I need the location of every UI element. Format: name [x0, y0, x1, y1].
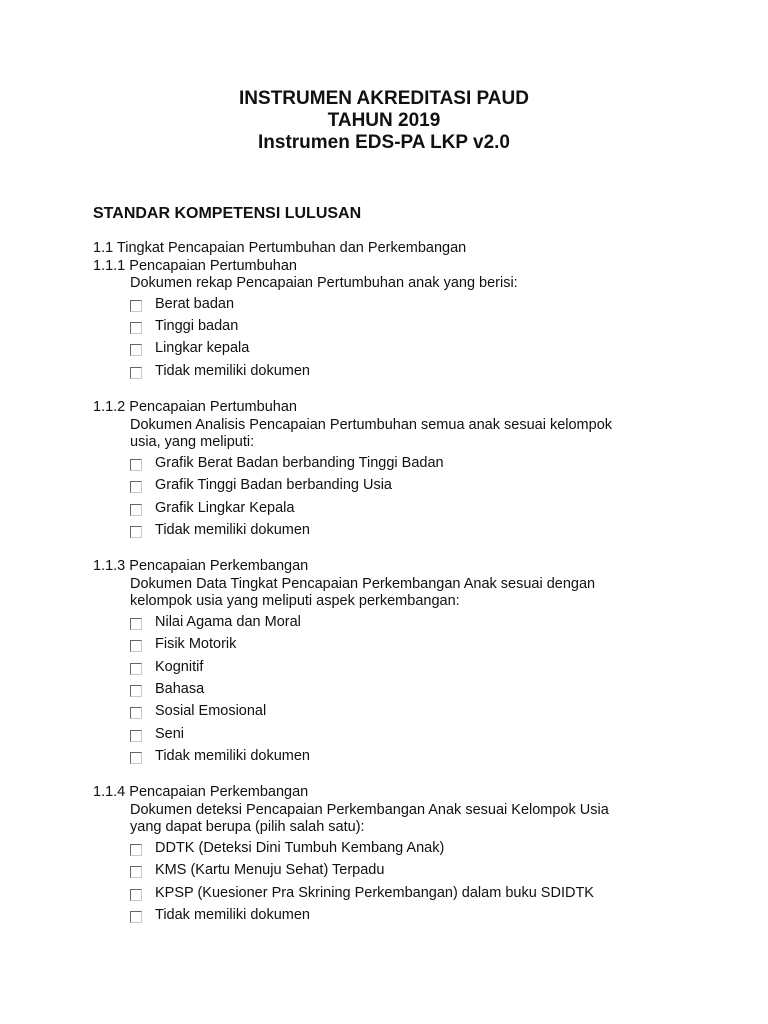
- option-row[interactable]: [130, 474, 713, 496]
- checkbox[interactable]: [130, 685, 142, 697]
- item-description: Dokumen Data Tingkat Pencapaian Perkembangan Anak sesuai dengan: [130, 575, 596, 592]
- item-description: Dokumen rekap Pencapaian Pertumbuhan anak yang berisi:: [130, 275, 518, 291]
- section-spacer: [93, 382, 713, 399]
- option-row[interactable]: [130, 837, 713, 859]
- item-section: [93, 558, 713, 784]
- option-label: Lingkar kepala: [155, 340, 250, 357]
- checkbox[interactable]: [130, 707, 142, 719]
- item-list: [93, 258, 713, 927]
- checkbox[interactable]: [130, 640, 142, 652]
- option-list: [130, 452, 713, 542]
- checkbox[interactable]: [130, 911, 142, 923]
- option-row[interactable]: [130, 360, 713, 382]
- checkbox[interactable]: [130, 367, 142, 379]
- checkbox[interactable]: [130, 322, 142, 334]
- section-1-1-heading: 1.1 Tingkat Pencapaian Pertumbuhan dan Perkembangan: [93, 240, 467, 256]
- option-row[interactable]: [130, 519, 713, 541]
- item-heading: 1.1.1 Pencapaian Pertumbuhan: [93, 257, 297, 274]
- option-row[interactable]: [130, 496, 713, 518]
- option-row[interactable]: [130, 700, 713, 722]
- option-row[interactable]: [130, 723, 713, 745]
- option-row[interactable]: [130, 678, 713, 700]
- checkbox[interactable]: [130, 300, 142, 312]
- option-label: Grafik Berat Badan berbanding Tinggi Badan: [155, 454, 444, 471]
- item-description: yang dapat berupa (pilih salah satu):: [130, 819, 365, 836]
- option-label: Tidak memiliki dokumen: [155, 521, 310, 538]
- option-label: Tinggi badan: [155, 318, 239, 335]
- option-label: Grafik Tinggi Badan berbanding Usia: [155, 477, 392, 494]
- item-description: Dokumen Analisis Pencapaian Pertumbuhan semua anak sesuai kelompok: [130, 416, 613, 433]
- option-list: [130, 611, 713, 768]
- checkbox[interactable]: [130, 459, 142, 471]
- option-label: Kognitif: [155, 658, 204, 675]
- item-description: kelompok usia yang meliputi aspek perkembangan:: [130, 593, 460, 610]
- checkbox[interactable]: [130, 618, 142, 630]
- title-line-2: TAHUN 2019: [327, 110, 441, 131]
- option-label: Tidak memiliki dokumen: [155, 907, 310, 924]
- checkbox[interactable]: [130, 844, 142, 856]
- option-label: Nilai Agama dan Moral: [155, 613, 301, 630]
- option-label: Grafik Lingkar Kepala: [155, 499, 295, 516]
- checkbox[interactable]: [130, 526, 142, 538]
- option-label: KPSP (Kuesioner Pra Skrining Perkembangan) dalam buku SDIDTK: [155, 884, 594, 901]
- option-row[interactable]: [130, 882, 713, 904]
- standard-heading: STANDAR KOMPETENSI LULUSAN: [93, 205, 362, 222]
- option-label: DDTK (Deteksi Dini Tumbuh Kembang Anak): [155, 840, 445, 857]
- option-list: [130, 293, 713, 383]
- item-heading: 1.1.4 Pencapaian Perkembangan: [93, 784, 309, 801]
- content: [93, 240, 713, 926]
- option-row[interactable]: [130, 611, 713, 633]
- checkbox[interactable]: [130, 730, 142, 742]
- section-spacer: [93, 541, 713, 558]
- option-label: KMS (Kartu Menuju Sehat) Terpadu: [155, 862, 385, 879]
- option-row[interactable]: [130, 293, 713, 315]
- option-row[interactable]: [130, 337, 713, 359]
- option-label: Bahasa: [155, 680, 205, 697]
- item-section: [93, 784, 713, 926]
- option-row[interactable]: [130, 655, 713, 677]
- checkbox[interactable]: [130, 889, 142, 901]
- checkbox[interactable]: [130, 344, 142, 356]
- checkbox[interactable]: [130, 663, 142, 675]
- option-row[interactable]: [130, 745, 713, 767]
- option-row[interactable]: [130, 904, 713, 926]
- option-label: Tidak memiliki dokumen: [155, 748, 310, 765]
- option-row[interactable]: [130, 452, 713, 474]
- item-heading: 1.1.3 Pencapaian Perkembangan: [93, 558, 309, 575]
- item-section: [93, 399, 713, 558]
- item-section: [93, 258, 713, 400]
- option-label: Berat badan: [155, 295, 235, 312]
- option-label: Sosial Emosional: [155, 703, 267, 720]
- option-row[interactable]: [130, 633, 713, 655]
- checkbox[interactable]: [130, 866, 142, 878]
- option-label: Seni: [155, 725, 185, 742]
- checkbox[interactable]: [130, 752, 142, 764]
- item-description: usia, yang meliputi:: [130, 434, 255, 451]
- item-heading: 1.1.2 Pencapaian Pertumbuhan: [93, 399, 297, 416]
- option-row[interactable]: [130, 859, 713, 881]
- section-spacer: [93, 767, 713, 784]
- option-label: Fisik Motorik: [155, 636, 237, 653]
- checkbox[interactable]: [130, 481, 142, 493]
- option-row[interactable]: [130, 315, 713, 337]
- title-line-3: Instrumen EDS-PA LKP v2.0: [258, 132, 510, 153]
- option-label: Tidak memiliki dokumen: [155, 362, 310, 379]
- document-title: [0, 88, 768, 154]
- option-list: [130, 837, 713, 927]
- item-description: Dokumen deteksi Pencapaian Perkembangan Anak sesuai Kelompok Usia: [130, 801, 609, 818]
- checkbox[interactable]: [130, 504, 142, 516]
- title-line-1: INSTRUMEN AKREDITASI PAUD: [239, 88, 529, 109]
